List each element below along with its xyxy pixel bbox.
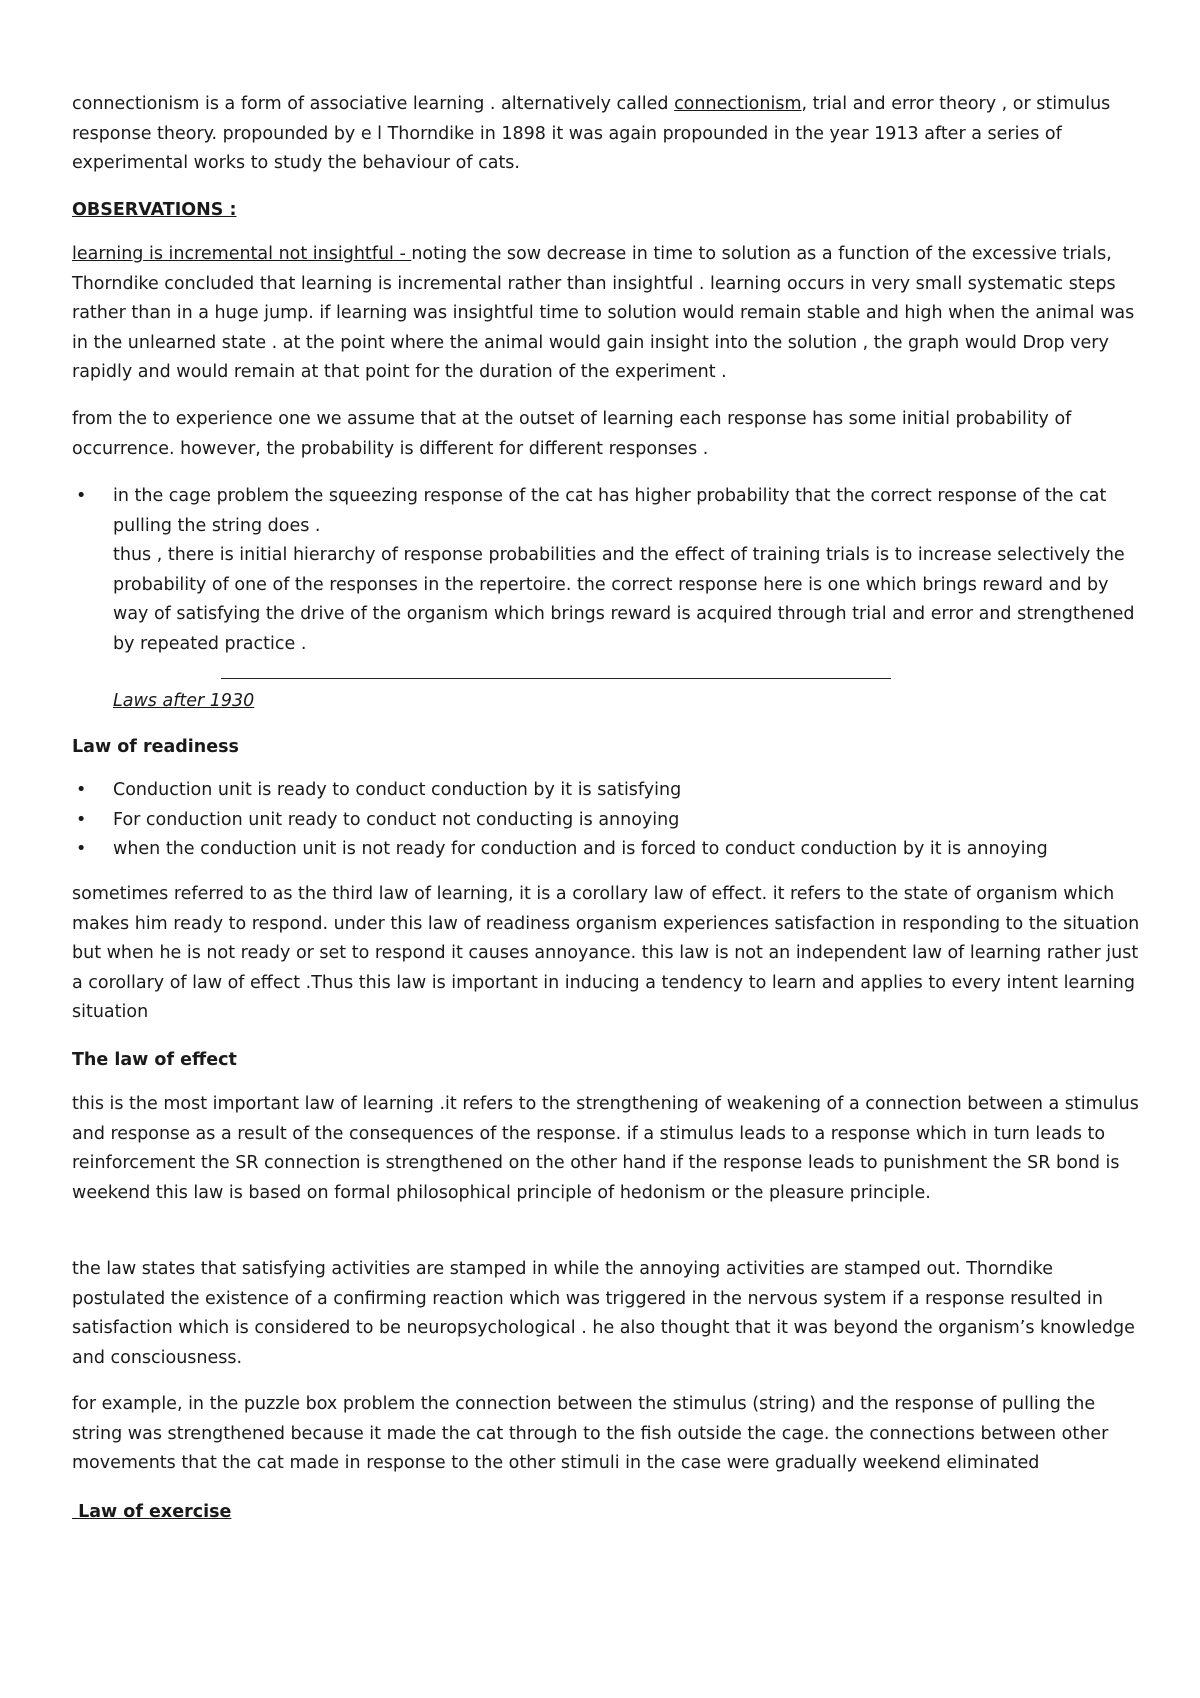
bullet-icon: • bbox=[76, 486, 87, 506]
observations-text: noting the sow decrease in time to solution as a function of the excessive trials, Thorndike concluded that learning is incremental rather than insightful . learning occurs in very small systematic steps rather than in a huge jump. if learning was insightful time to solution would remain stable and high when the animal was in the unlearned state . at the point where the animal would gain insight into the solution , the graph would Drop very rapidly and would remain at that point for the duration of the experiment . bbox=[72, 244, 1135, 382]
connectionism-term: connectionism bbox=[674, 94, 802, 114]
cage-bullet-line1: in the cage problem the squeezing response of the cat has higher probability that the correct response of the cat pulling the string does . bbox=[113, 486, 1107, 536]
readiness-paragraph: sometimes referred to as the third law of learning, it is a corollary law of effect. it refers to the state of organism which makes him ready to respond. under this law of readiness organism experiences satisfaction in responding to the situation but when he is not ready or set to respond it causes annoyance. this law is not an independent law of learning rather just a corollary of law of effect .Thus this law is important in inducing a tendency to learn and applies to every intent learning situation bbox=[72, 884, 1140, 1022]
effect-paragraph-1: this is the most important law of learning .it refers to the strengthening of weakening of a connection between a stimulus and response as a result of the consequences of the response. if a stimulus leads to a response which in turn leads to reinforcement the SR connection is strengthened on the other hand if the response leads to punishment the SR bond is weekend this law is based on formal philosophical principle of hedonism or the pleasure principle. bbox=[72, 1094, 1139, 1203]
observations-paragraph bbox=[72, 240, 1140, 388]
readiness-bullet-text: Conduction unit is ready to conduct conduction by it is satisfying bbox=[113, 780, 682, 800]
intro-text-start: connectionism is a form of associative learning . alternatively called bbox=[72, 94, 675, 114]
effect-heading: The law of effect bbox=[72, 1050, 237, 1070]
observations-heading: OBSERVATIONS : bbox=[72, 200, 237, 220]
list-item bbox=[72, 776, 1140, 806]
readiness-heading: Law of readiness bbox=[72, 737, 239, 757]
observations-lead: learning is incremental not insightful - bbox=[72, 244, 412, 264]
bullet-icon: • bbox=[76, 809, 87, 830]
exercise-heading: Law of exercise bbox=[72, 1502, 232, 1522]
experience-paragraph: from the to experience one we assume that at the outset of learning each response has some initial probability of occurrence. however, the probability is different for different responses . bbox=[72, 409, 1072, 459]
bullet-icon: • bbox=[76, 839, 87, 859]
bullet-icon: • bbox=[76, 780, 87, 800]
cage-bullet-line2: thus , there is initial hierarchy of response probabilities and the effect of training trials is to increase selectively the probability of one of the responses in the repertoire. the correct response here is one which brings reward and by way of satisfying the drive of the organism which brings reward is acquired through trial and error and strengthened by repeated practice . bbox=[113, 545, 1135, 654]
cage-bullet-list bbox=[72, 482, 1140, 659]
effect-paragraph-2: the law states that satisfying activities are stamped in while the annoying activities are stamped out. Thorndike postulated the existence of a confirming reaction which was triggered in the nervous system if a response resulted in satisfaction which is considered to be neuropsychological . he also thought that it was beyond the organism’s knowledge and consciousness. bbox=[72, 1259, 1135, 1368]
readiness-bullet-list bbox=[72, 776, 1140, 865]
list-item bbox=[72, 482, 1140, 659]
intro-text-end: , trial and error theory , or stimulus response theory. propounded by e l Thorndike in 1898 it was again propounded in the year 1913 after a series of experimental works to study the behaviour of cats. bbox=[72, 94, 1111, 173]
intro-paragraph bbox=[72, 90, 1140, 179]
list-item bbox=[72, 806, 1140, 836]
section-divider bbox=[221, 678, 891, 679]
list-item bbox=[72, 835, 1140, 865]
readiness-bullet-text: when the conduction unit is not ready for conduction and is forced to conduct conduction by it is annoying bbox=[113, 839, 1048, 859]
readiness-bullet-text: For conduction unit ready to conduct not conducting is annoying bbox=[113, 809, 680, 830]
effect-paragraph-3: for example, in the puzzle box problem the connection between the stimulus (string) and the response of pulling the string was strengthened because it made the cat through to the fish outside the cage. the connections between other movements that the cat made in response to the other stimuli in the case were gradually weekend eliminated bbox=[72, 1394, 1109, 1473]
laws-after-heading: Laws after 1930 bbox=[113, 691, 255, 711]
